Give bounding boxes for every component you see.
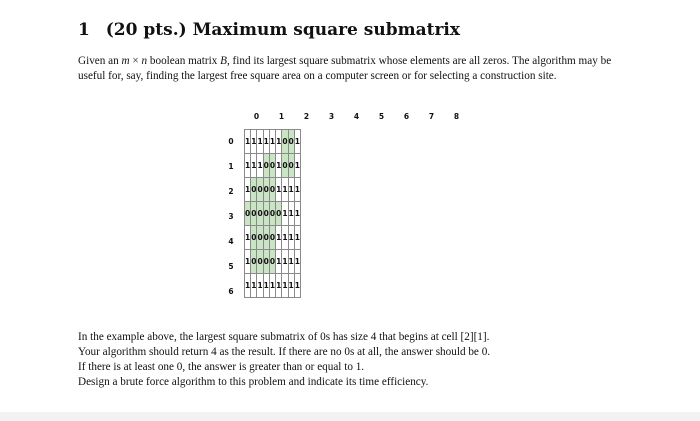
row-header: 0 bbox=[228, 137, 234, 146]
matrix-cell: 1 bbox=[282, 178, 288, 202]
matrix-cell: 0 bbox=[257, 202, 263, 226]
matrix-cell: 0 bbox=[257, 226, 263, 250]
column-header: 5 bbox=[378, 112, 385, 121]
matrix-cell: 1 bbox=[245, 178, 251, 202]
row-header: 2 bbox=[228, 187, 234, 196]
matrix-grid bbox=[244, 129, 301, 298]
intro-paragraph bbox=[78, 54, 638, 84]
column-header: 1 bbox=[278, 112, 285, 121]
intro-text-1: Given an bbox=[78, 55, 122, 67]
column-header: 3 bbox=[328, 112, 335, 121]
matrix-cell: 0 bbox=[257, 250, 263, 274]
matrix-cell: 1 bbox=[245, 226, 251, 250]
matrix-cell: 1 bbox=[294, 154, 300, 178]
matrix-cell: 1 bbox=[245, 154, 251, 178]
matrix-cell: 0 bbox=[263, 226, 269, 250]
intro-text-2: boolean matrix bbox=[147, 55, 221, 67]
matrix-cell: 1 bbox=[263, 130, 269, 154]
matrix-cell: 0 bbox=[282, 130, 288, 154]
row-header: 3 bbox=[228, 212, 234, 221]
problem-intro bbox=[78, 54, 638, 84]
matrix-cell: 0 bbox=[263, 154, 269, 178]
matrix-cell: 1 bbox=[251, 130, 257, 154]
matrix-cell: 1 bbox=[288, 202, 294, 226]
matrix-cell: 1 bbox=[276, 226, 282, 250]
matrix-cell: 1 bbox=[251, 154, 257, 178]
matrix-cell: 1 bbox=[276, 178, 282, 202]
var-n: n bbox=[141, 55, 148, 67]
column-header: 2 bbox=[303, 112, 310, 121]
matrix-cell: 0 bbox=[269, 178, 275, 202]
matrix-cell: 1 bbox=[294, 274, 300, 298]
matrix-cell: 1 bbox=[294, 250, 300, 274]
column-header: 8 bbox=[453, 112, 460, 121]
row-header: 1 bbox=[228, 162, 234, 171]
matrix-cell: 1 bbox=[282, 250, 288, 274]
matrix-cell: 1 bbox=[294, 178, 300, 202]
matrix-row bbox=[245, 274, 301, 298]
matrix-cell: 1 bbox=[276, 274, 282, 298]
matrix-cell: 0 bbox=[288, 130, 294, 154]
explanation-line-3: If there is at least one 0, the answer is greater than or equal to 1. bbox=[78, 361, 365, 373]
explanation-line-2: Your algorithm should return 4 as the result. If there are no 0s at all, the answer should be 0. bbox=[78, 346, 491, 358]
matrix-cell: 0 bbox=[276, 202, 282, 226]
problem-number: 1 bbox=[78, 20, 90, 40]
matrix-cell: 1 bbox=[282, 202, 288, 226]
matrix-cell: 1 bbox=[269, 274, 275, 298]
matrix-cell: 0 bbox=[263, 178, 269, 202]
explanation-line-1: In the example above, the largest square submatrix of 0s has size 4 that begins at cell [2][1]. bbox=[78, 331, 490, 343]
matrix-cell: 1 bbox=[288, 226, 294, 250]
matrix-row bbox=[245, 178, 301, 202]
column-header: 7 bbox=[428, 112, 435, 121]
intro-text-3: , find its largest square submatrix whose elements are all zeros. The algorithm may be useful for, say, finding the largest free square area on a computer screen or for selecting a construction site. bbox=[78, 55, 612, 82]
var-b: B bbox=[220, 55, 227, 67]
matrix-cell: 1 bbox=[257, 274, 263, 298]
matrix-cell: 0 bbox=[263, 202, 269, 226]
matrix-cell: 0 bbox=[245, 202, 251, 226]
matrix-cell: 1 bbox=[288, 178, 294, 202]
matrix-cell: 0 bbox=[282, 154, 288, 178]
matrix-cell: 1 bbox=[276, 154, 282, 178]
matrix-cell: 1 bbox=[276, 130, 282, 154]
row-header: 4 bbox=[228, 237, 234, 246]
matrix-cell: 0 bbox=[269, 154, 275, 178]
matrix-cell: 0 bbox=[269, 202, 275, 226]
matrix-cell: 1 bbox=[269, 130, 275, 154]
matrix-cell: 0 bbox=[263, 250, 269, 274]
matrix-cell: 0 bbox=[251, 178, 257, 202]
matrix-cell: 1 bbox=[251, 274, 257, 298]
matrix-cell: 0 bbox=[288, 154, 294, 178]
matrix-cell: 1 bbox=[245, 274, 251, 298]
matrix-cell: 1 bbox=[282, 226, 288, 250]
matrix-row bbox=[245, 226, 301, 250]
matrix-cell: 0 bbox=[269, 226, 275, 250]
matrix-cell: 1 bbox=[257, 130, 263, 154]
matrix-row bbox=[245, 250, 301, 274]
matrix-cell: 1 bbox=[263, 274, 269, 298]
matrix-row bbox=[245, 202, 301, 226]
matrix-cell: 0 bbox=[251, 202, 257, 226]
matrix-row bbox=[245, 154, 301, 178]
matrix-cell: 1 bbox=[282, 274, 288, 298]
matrix-cell: 0 bbox=[251, 250, 257, 274]
matrix-cell: 1 bbox=[245, 130, 251, 154]
matrix-cell: 1 bbox=[294, 130, 300, 154]
var-m: m bbox=[121, 55, 130, 67]
problem-title: (20 pts.) Maximum square submatrix bbox=[105, 20, 461, 40]
times-symbol: × bbox=[129, 55, 142, 67]
matrix-cell: 1 bbox=[288, 274, 294, 298]
matrix-cell: 0 bbox=[251, 226, 257, 250]
column-header: 0 bbox=[253, 112, 260, 121]
matrix-cell: 1 bbox=[276, 250, 282, 274]
matrix-cell: 1 bbox=[288, 250, 294, 274]
explanation-line-4: Design a brute force algorithm to this problem and indicate its time efficiency. bbox=[78, 376, 429, 388]
matrix-cell: 1 bbox=[245, 250, 251, 274]
row-header: 5 bbox=[228, 262, 234, 271]
problem-heading bbox=[78, 20, 460, 40]
matrix-cell: 1 bbox=[294, 226, 300, 250]
matrix-cell: 0 bbox=[269, 250, 275, 274]
matrix-cell: 1 bbox=[294, 202, 300, 226]
matrix-cell: 1 bbox=[257, 154, 263, 178]
matrix-row bbox=[245, 130, 301, 154]
matrix-cell: 0 bbox=[257, 178, 263, 202]
row-header: 6 bbox=[228, 287, 234, 296]
column-header: 4 bbox=[353, 112, 360, 121]
column-header: 6 bbox=[403, 112, 410, 121]
bottom-divider bbox=[0, 412, 700, 421]
problem-explanation bbox=[78, 330, 638, 390]
